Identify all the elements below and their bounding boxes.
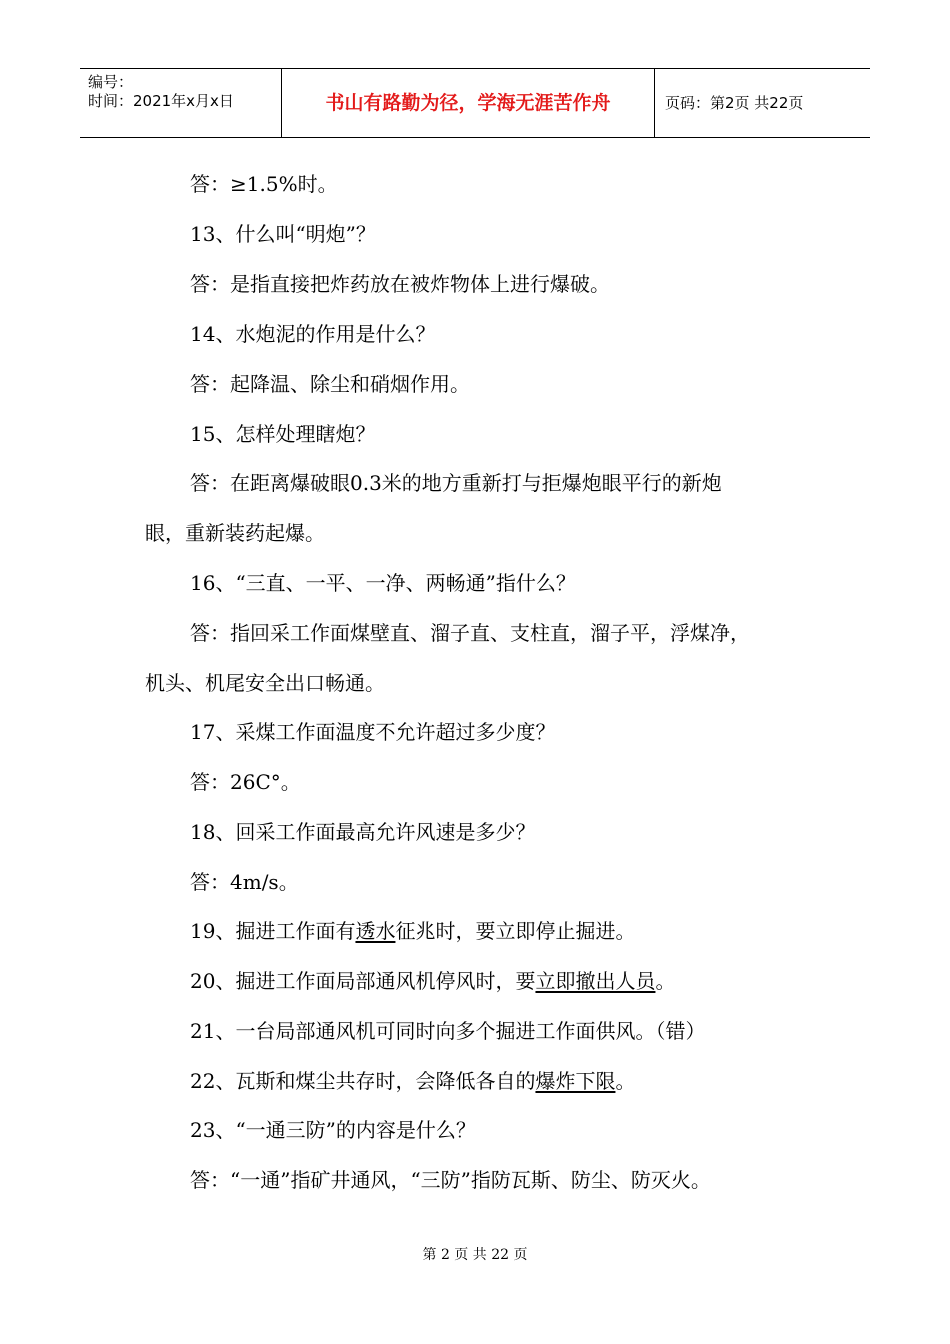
answer-12: 答：≥1.5%时。 — [190, 172, 338, 196]
statement-20-text: 20、掘进工作面局部通风机停风时，要 — [190, 969, 536, 993]
question-14: 14、水炮泥的作用是什么？ — [190, 322, 436, 346]
statement-19-tail: 征兆时，要立即停止掘进。 — [395, 919, 636, 943]
page-header — [80, 68, 870, 138]
statement-19-underlined: 透水 — [355, 919, 396, 943]
statement-22-tail: 。 — [615, 1069, 636, 1093]
statement-19-text: 19、掘进工作面有 — [190, 919, 356, 943]
header-motto-cell — [282, 69, 655, 137]
question-15: 15、怎样处理瞎炮？ — [190, 422, 376, 446]
answer-14: 答：起降温、除尘和硝烟作用。 — [190, 372, 470, 396]
statement-22-text: 22、瓦斯和煤尘共存时，会降低各自的 — [190, 1069, 536, 1093]
question-18: 18、回采工作面最高允许风速是多少？ — [190, 820, 536, 844]
answer-16-line-2: 机头、机尾安全出口畅通。 — [145, 671, 385, 695]
question-17: 17、采煤工作面温度不允许超过多少度？ — [190, 720, 556, 744]
statement-20-underlined: 立即撤出人员 — [535, 969, 656, 993]
question-13: 13、什么叫“明炮”？ — [190, 222, 376, 246]
statement-20-tail: 。 — [655, 969, 676, 993]
page-info: 页码：第2页 共22页 — [665, 94, 804, 112]
question-16: 16、“三直、一平、一净、两畅通”指什么？ — [190, 571, 576, 595]
serial-label: 编号： — [88, 73, 134, 91]
statement-19 — [190, 918, 635, 944]
answer-18: 答：4m/s。 — [190, 870, 299, 894]
header-meta-cell — [80, 69, 282, 137]
answer-15-line-2: 眼，重新装药起爆。 — [145, 521, 325, 545]
question-23: 23、“一通三防”的内容是什么？ — [190, 1118, 476, 1142]
answer-16-line-1: 答：指回采工作面煤壁直、溜子直、支柱直，溜子平，浮煤净， — [190, 621, 750, 645]
answer-17: 答：26C°。 — [190, 770, 301, 794]
statement-21: 21、一台局部通风机可同时向多个掘进工作面供风。（错） — [190, 1019, 706, 1043]
header-page-cell — [655, 69, 870, 137]
date-label: 时间：2021年x月x日 — [88, 92, 234, 110]
page-footer: 第 2 页 共 22 页 — [422, 1247, 528, 1263]
statement-22 — [190, 1068, 635, 1094]
statement-20 — [190, 968, 675, 994]
answer-13: 答：是指直接把炸药放在被炸物体上进行爆破。 — [190, 272, 610, 296]
statement-22-underlined: 爆炸下限 — [535, 1069, 616, 1093]
motto: 书山有路勤为径，学海无涯苦作舟 — [325, 92, 611, 114]
answer-15-line-1: 答：在距离爆破眼0.3米的地方重新打与拒爆炮眼平行的新炮 — [190, 471, 722, 495]
answer-23: 答：“一通”指矿井通风，“三防”指防瓦斯、防尘、防灭火。 — [190, 1168, 711, 1192]
